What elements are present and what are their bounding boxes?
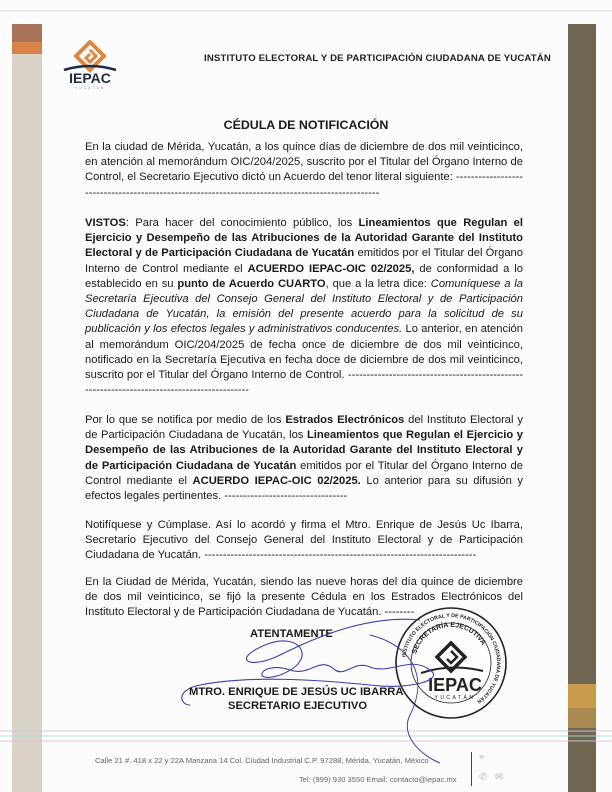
paragraph-fixed: En la Ciudad de Mérida, Yucatán, siendo las nueve horas del día quince de diciembre de dos mil veinticinco, se fijó la presente Cédula en los Estrados Electrónicos del Instituto Electoral y de Participación Ciudadana de Yucatán. --------: [85, 576, 523, 619]
text-span: de conformidad a lo establecido en su: [85, 262, 523, 290]
electronic-boards: Estrados Electrónicos: [285, 414, 405, 426]
iepac-logo-mark-icon: [64, 42, 116, 70]
right-bar-tan-block: [568, 708, 596, 728]
agreement-number: ACUERDO IEPAC-OIC 02/2025.: [192, 474, 361, 487]
scan-artifact: [0, 740, 612, 742]
signer-name: MTRO. ENRIQUE DE JESÚS UC IBARRA: [189, 686, 404, 698]
text-span: , que a la letra dice:: [325, 277, 431, 290]
text-span: del Instituto Electoral y de Participación Ciudadana de Yucatán, los: [85, 414, 523, 442]
institution-name: INSTITUTO ELECTORAL Y DE PARTICIPACIÓN CIUDADANA DE YUCATÁN: [204, 53, 551, 64]
text-span: emitidos por el Titular del Órgano Interno de Control mediante el: [85, 247, 523, 275]
stamp-center-top: SECRETARÍA EJECUTIVA: [411, 621, 487, 655]
footer-address: Calle 21 #. 418 x 22 y 22A Manzana 14 Col. Ciudad Industrial C.P. 97288, Mérida, Yucatán, México: [95, 756, 429, 765]
right-decorative-bar: [568, 24, 596, 792]
paragraph-vistos: [85, 216, 523, 398]
agreement-point: punto de Acuerdo CUARTO: [177, 277, 326, 290]
agreement-number: ACUERDO IEPAC-OIC 02/2025,: [247, 262, 415, 275]
quoted-text: Comuníquese a la Secretaría Ejecutiva del Consejo General del Instituto Electoral y de Participación Ciudadana de Yucatán, la emisión del presente acuerdo para la solicitud de su publicación y los efectos legales y administrativos conducentes.: [85, 277, 524, 336]
scan-artifact: [0, 735, 612, 737]
paragraph-intro: En la ciudad de Mérida, Yucatán, a los quince días de diciembre de dos mil veinticinco, en atención al memorándum OIC/204/2025, suscrito por el Titular del Órgano Interno de Control, el Secretario Ejecutivo dictó un Acuerdo del tenor literal siguiente: -------------------------------------------------------------------------------------------------: [85, 141, 523, 199]
envelope-icon: ✉: [495, 772, 504, 783]
document-title: CÉDULA DE NOTIFICACIÓN: [223, 118, 389, 132]
guidelines-title: Lineamientos que Regulan el Ejercicio y Desempeño de las Atribuciones de la Autoridad Garante del Instituto Electoral y de Participación Ciudadana de Yucatán: [85, 217, 523, 260]
logo-text: IEPAC: [69, 70, 111, 86]
scan-artifact: [0, 730, 612, 732]
phone-icon: ✆: [479, 772, 488, 783]
signer-position: SECRETARIO EJECUTIVO: [228, 700, 368, 712]
paragraph-notifiquese: Notifíquese y Cúmplase. Así lo acordó y firma el Mtro. Enrique de Jesús Uc Ibarra, Secretario Ejecutivo del Consejo General del Instituto Electoral y de Participación Ciudadana de Yucatán. -------------------------------------------------------------------------: [85, 519, 523, 562]
paragraph-notification: [85, 413, 523, 504]
text-span: : Para hacer del conocimiento público, los: [125, 217, 359, 229]
text-span: Lo anterior para su difusión y efectos legales pertinentes. ---------------------------------: [85, 474, 523, 503]
guidelines-title: Lineamientos que Regulan el Ejercicio y Desempeño de las Atribuciones de la Autoridad Garante del Instituto Electoral y de Participación Ciudadana de Yucatán: [85, 429, 523, 472]
right-bar-gold-block: [568, 684, 596, 708]
text-span: emitidos por el Titular del Órgano Interno de Control mediante el: [85, 459, 523, 487]
logo-subtext: YUCATÁN: [74, 86, 106, 90]
left-bar-orange-block: [12, 42, 42, 54]
iepac-logo: [60, 40, 120, 90]
stamp-logo-text: IEPAC: [428, 675, 482, 695]
text-span: Por lo que se notifica por medio de los: [85, 414, 286, 426]
stamp-logo-subtext: YUCATÁN: [434, 695, 476, 701]
scan-artifact: [0, 10, 612, 12]
text-span: Lo anterior, en atención al memorándum OIC/204/2025 de fecha once de diciembre de dos mil veinticinco, notificado en la Secretaría Ejecutiva en fecha doce de diciembre de dos mil veinticinco, suscrito por el Titular del Órgano Interno de Control. -------------------------------------------------------------------------------------------: [85, 323, 524, 397]
left-decorative-bar: [12, 24, 42, 792]
closing-attentamente: ATENTAMENTE: [250, 628, 333, 640]
stamp-ring-text: INSTITUTO ELECTORAL Y DE PARTICIPACIÓN CIUDADANA DE YUCATÁN: [401, 612, 502, 705]
official-stamp: [393, 605, 509, 721]
location-pin-icon: ⌖: [479, 752, 485, 763]
footer-contact: Tel: (999) 930 3550 Email: contacto@iepac.mx: [299, 775, 457, 784]
vistos-label: VISTOS: [85, 217, 126, 229]
footer-divider: [471, 752, 472, 786]
left-bar-brown-block: [12, 24, 42, 42]
